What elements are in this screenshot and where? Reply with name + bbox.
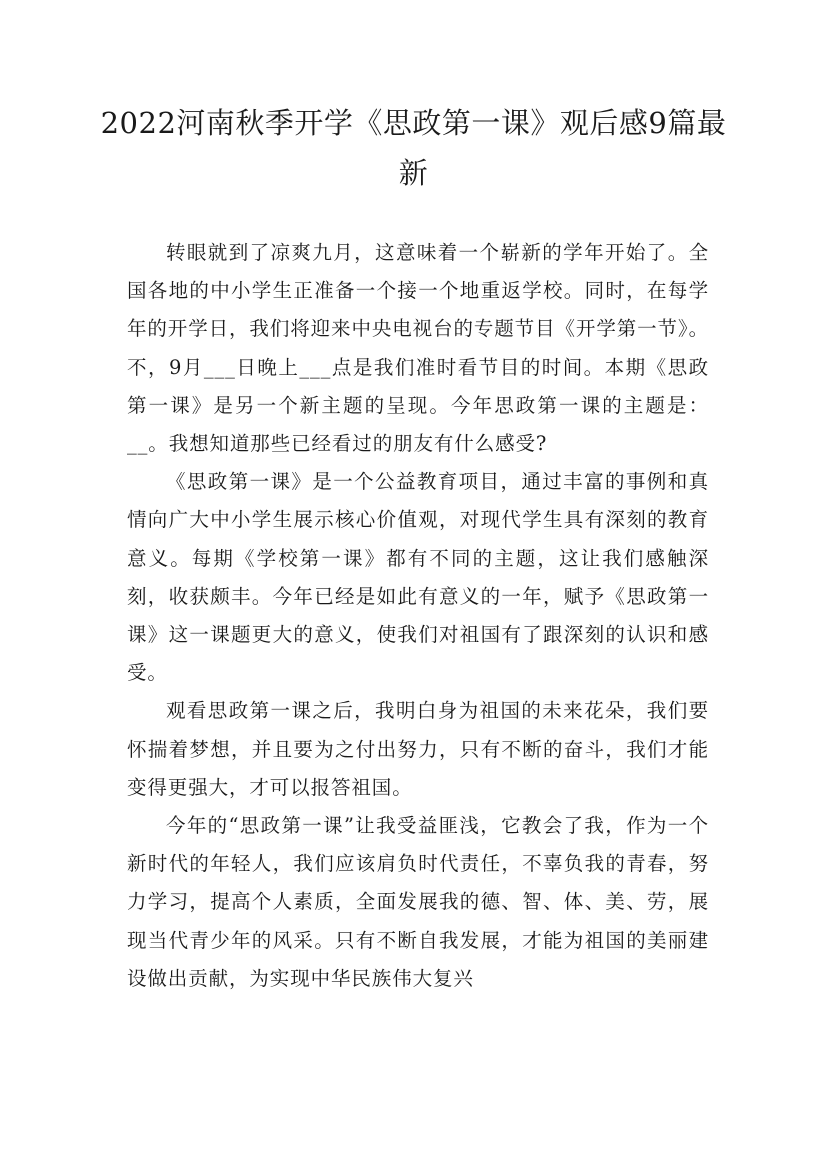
document-body (127, 234, 709, 998)
paragraph: 《思政第一课》是一个公益教育项目，通过丰富的事例和真情向广大中小学生展示核心价值观，对现代学生具有深刻的教育意义。每期《学校第一课》都有不同的主题，这让我们感触深刻，收获颇丰。今年已经是如此有意义的一年，赋予《思政第一课》这一课题更大的意义，使我们对祖国有了跟深刻的认识和感受。 (127, 470, 709, 685)
paragraph: 转眼就到了凉爽九月，这意味着一个崭新的学年开始了。全国各地的中小学生正准备一个接一个地重返学校。同时，在每学年的开学日，我们将迎来中央电视台的专题节目《开学第一节》。不，9月___日晚上___点是我们准时看节目的时间。本期《思政第一课》是另一个新主题的呈现。今年思政第一课的主题是：__。我想知道那些已经看过的朋友有什么感受? (127, 241, 709, 456)
paragraph: 今年的“思政第一课”让我受益匪浅，它教会了我，作为一个新时代的年轻人，我们应该肩负时代责任，不辜负我的青春，努力学习，提高个人素质，全面发展我的德、智、体、美、劳，展现当代青少年的风采。只有不断自我发展，才能为祖国的美丽建设做出贡献，为实现中华民族伟大复兴 (127, 814, 709, 990)
paragraph: 观看思政第一课之后，我明白身为祖国的未来花朵，我们要怀揣着梦想，并且要为之付出努力，只有不断的奋斗，我们才能变得更强大，才可以报答祖国。 (127, 699, 709, 799)
document-title: 2022河南秋季开学《思政第一课》观后感9篇最新 (100, 106, 727, 190)
